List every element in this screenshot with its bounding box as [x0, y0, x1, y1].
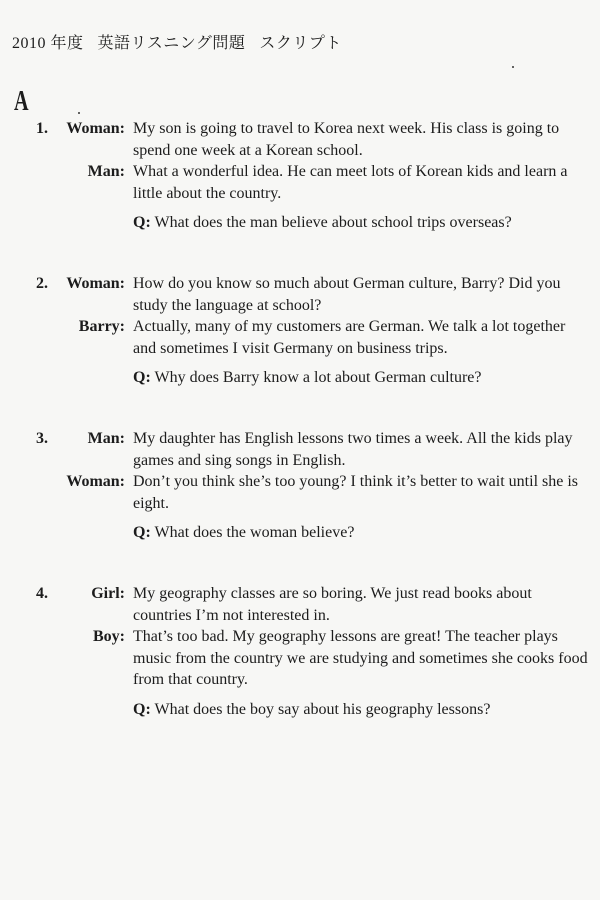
dialogue-line: [0, 583, 600, 626]
utterance-text: My son is going to travel to Korea next week. His class is going to spend one week at a Korean school.: [133, 120, 560, 159]
speaker-label: Man:: [87, 430, 125, 447]
utterance-text: What a wonderful idea. He can meet lots of Korean kids and learn a little about the country.: [133, 163, 568, 202]
speaker-label: Woman:: [66, 120, 125, 137]
utterance-text: My daughter has English lessons two times a week. All the kids play games and sing songs in English.: [133, 430, 573, 469]
question-number: 4.: [36, 585, 48, 602]
question-number: 1.: [36, 120, 48, 137]
question-1: [0, 118, 600, 234]
dialogue-line: [0, 428, 600, 471]
dialogue-line: [0, 626, 600, 691]
comprehension-question: [133, 522, 588, 544]
q-label: Q:: [133, 214, 151, 231]
speaker-label: Man:: [87, 163, 125, 180]
question-2: [0, 273, 600, 389]
q-text: Why does Barry know a lot about German culture?: [154, 369, 482, 386]
comprehension-question: [133, 212, 588, 234]
utterance-text: Actually, many of my customers are German. We talk a lot together and sometimes I visit Germany on business trips.: [133, 318, 566, 357]
dialogue-line: [0, 118, 600, 161]
q-text: What does the woman believe?: [154, 524, 355, 541]
scan-speck: [512, 66, 514, 68]
q-label: Q:: [133, 369, 151, 386]
speaker-label: Boy:: [93, 628, 125, 645]
dialogue-line: [0, 161, 600, 204]
scan-speck: [78, 112, 80, 114]
question-4: [0, 583, 600, 720]
speaker-label: Barry:: [78, 318, 125, 335]
question-number: 2.: [36, 275, 48, 292]
question-3: [0, 428, 600, 544]
speaker-label: Girl:: [91, 585, 125, 602]
page-header: [12, 30, 342, 53]
comprehension-question: [133, 699, 588, 721]
q-label: Q:: [133, 524, 151, 541]
header-subject: 英語リスニング問題: [97, 35, 246, 52]
dialogue-line: [0, 316, 600, 359]
comprehension-question: [133, 367, 588, 389]
question-number: 3.: [36, 430, 48, 447]
q-label: Q:: [133, 700, 151, 718]
header-doc-type: スクリプト: [259, 35, 342, 52]
utterance-text: Don’t you think she’s too young? I think it’s better to wait until she is eight.: [133, 473, 579, 512]
q-text: What does the boy say about his geography lessons?: [154, 700, 491, 718]
utterance-text: How do you know so much about German culture, Barry? Did you study the language at school?: [133, 275, 561, 314]
section-letter: A: [14, 86, 29, 117]
dialogue-line: [0, 273, 600, 316]
dialogue-line: [0, 471, 600, 514]
speaker-label: Woman:: [66, 473, 125, 490]
speaker-label: Woman:: [66, 275, 125, 292]
header-year: 2010 年度: [12, 35, 84, 52]
utterance-text: That’s too bad. My geography lessons are great! The teacher plays music from the country we are studying and sometimes she cooks food from that country.: [133, 628, 588, 688]
q-text: What does the man believe about school trips overseas?: [154, 214, 512, 231]
utterance-text: My geography classes are so boring. We just read books about countries I’m not interested in.: [133, 585, 532, 624]
